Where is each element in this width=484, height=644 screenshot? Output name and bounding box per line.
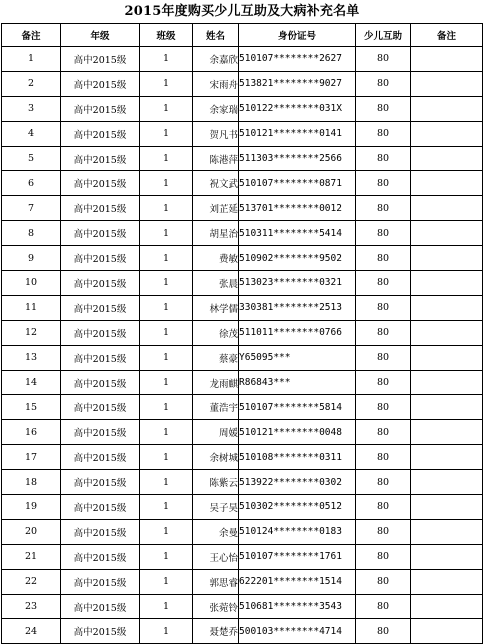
student-name-cell: 张菀铃 bbox=[193, 594, 239, 619]
id-number-cell: 510107********1761 bbox=[239, 544, 356, 569]
row-number: 21 bbox=[2, 544, 61, 569]
note-cell bbox=[411, 420, 483, 445]
row-number: 11 bbox=[2, 295, 61, 320]
amount-cell: 80 bbox=[356, 420, 411, 445]
note-cell bbox=[411, 519, 483, 544]
amount-cell: 80 bbox=[356, 345, 411, 370]
row-number: 10 bbox=[2, 271, 61, 296]
grade-cell: 高中2015级 bbox=[61, 96, 140, 121]
grade-cell: 高中2015级 bbox=[61, 345, 140, 370]
amount-cell: 80 bbox=[356, 196, 411, 221]
grade-cell: 高中2015级 bbox=[61, 271, 140, 296]
table-row bbox=[2, 96, 483, 121]
amount-cell: 80 bbox=[356, 71, 411, 96]
table-row bbox=[2, 295, 483, 320]
note-cell bbox=[411, 246, 483, 271]
student-name-cell: 宋雨舟 bbox=[193, 71, 239, 96]
table-row bbox=[2, 519, 483, 544]
grade-cell: 高中2015级 bbox=[61, 246, 140, 271]
grade-cell: 高中2015级 bbox=[61, 470, 140, 495]
note-cell bbox=[411, 619, 483, 644]
id-number-cell: 510311********5414 bbox=[239, 221, 356, 246]
table-row bbox=[2, 370, 483, 395]
student-name-cell: 蔡豪 bbox=[193, 345, 239, 370]
row-number: 1 bbox=[2, 47, 61, 72]
amount-cell: 80 bbox=[356, 47, 411, 72]
class-cell: 1 bbox=[140, 519, 193, 544]
id-number-cell: 510107********5814 bbox=[239, 395, 356, 420]
student-name-cell: 陈港萍 bbox=[193, 146, 239, 171]
row-number: 16 bbox=[2, 420, 61, 445]
note-cell bbox=[411, 370, 483, 395]
row-number: 14 bbox=[2, 370, 61, 395]
id-number-cell: 510121********0141 bbox=[239, 121, 356, 146]
id-number-cell: 510902********9502 bbox=[239, 246, 356, 271]
amount-cell: 80 bbox=[356, 370, 411, 395]
amount-cell: 80 bbox=[356, 544, 411, 569]
row-number: 24 bbox=[2, 619, 61, 644]
table-row bbox=[2, 470, 483, 495]
row-number: 18 bbox=[2, 470, 61, 495]
id-number-cell: 513701********0012 bbox=[239, 196, 356, 221]
class-cell: 1 bbox=[140, 146, 193, 171]
amount-cell: 80 bbox=[356, 271, 411, 296]
table-row bbox=[2, 420, 483, 445]
grade-cell: 高中2015级 bbox=[61, 146, 140, 171]
student-name-cell: 余家瑞 bbox=[193, 96, 239, 121]
id-number-cell: 330381********2513 bbox=[239, 295, 356, 320]
row-number: 9 bbox=[2, 246, 61, 271]
grade-cell: 高中2015级 bbox=[61, 171, 140, 196]
grade-cell: 高中2015级 bbox=[61, 594, 140, 619]
grade-cell: 高中2015级 bbox=[61, 370, 140, 395]
note-cell bbox=[411, 295, 483, 320]
note-cell bbox=[411, 495, 483, 520]
class-cell: 1 bbox=[140, 96, 193, 121]
class-cell: 1 bbox=[140, 345, 193, 370]
class-cell: 1 bbox=[140, 295, 193, 320]
student-name-cell: 余树城 bbox=[193, 445, 239, 470]
class-cell: 1 bbox=[140, 420, 193, 445]
student-name-cell: 龙雨麒 bbox=[193, 370, 239, 395]
amount-cell: 80 bbox=[356, 395, 411, 420]
class-cell: 1 bbox=[140, 47, 193, 72]
row-number: 6 bbox=[2, 171, 61, 196]
class-cell: 1 bbox=[140, 370, 193, 395]
class-cell: 1 bbox=[140, 121, 193, 146]
student-name-cell: 费敏 bbox=[193, 246, 239, 271]
column-header-amount: 少儿互助 bbox=[356, 24, 411, 47]
note-cell bbox=[411, 96, 483, 121]
id-number-cell: 500103********4714 bbox=[239, 619, 356, 644]
grade-cell: 高中2015级 bbox=[61, 495, 140, 520]
student-name-cell: 聂楚乔 bbox=[193, 619, 239, 644]
grade-cell: 高中2015级 bbox=[61, 445, 140, 470]
amount-cell: 80 bbox=[356, 594, 411, 619]
table-row bbox=[2, 47, 483, 72]
row-number: 20 bbox=[2, 519, 61, 544]
grade-cell: 高中2015级 bbox=[61, 71, 140, 96]
class-cell: 1 bbox=[140, 495, 193, 520]
id-number-cell: Y65095*** bbox=[239, 345, 356, 370]
id-number-cell: 510108********0311 bbox=[239, 445, 356, 470]
amount-cell: 80 bbox=[356, 171, 411, 196]
table-row bbox=[2, 196, 483, 221]
student-name-cell: 刘芷延 bbox=[193, 196, 239, 221]
note-cell bbox=[411, 47, 483, 72]
student-name-cell: 郭思睿 bbox=[193, 569, 239, 594]
note-cell bbox=[411, 271, 483, 296]
class-cell: 1 bbox=[140, 171, 193, 196]
id-number-cell: 510681********3543 bbox=[239, 594, 356, 619]
column-header-id-number: 身份证号 bbox=[239, 24, 356, 47]
table-row bbox=[2, 71, 483, 96]
column-header-grade: 年级 bbox=[61, 24, 140, 47]
student-name-cell: 吴子昊 bbox=[193, 495, 239, 520]
row-number: 4 bbox=[2, 121, 61, 146]
table-row bbox=[2, 495, 483, 520]
class-cell: 1 bbox=[140, 271, 193, 296]
table-row bbox=[2, 221, 483, 246]
row-number: 17 bbox=[2, 445, 61, 470]
class-cell: 1 bbox=[140, 221, 193, 246]
grade-cell: 高中2015级 bbox=[61, 196, 140, 221]
row-number: 2 bbox=[2, 71, 61, 96]
id-number-cell: 511011********0766 bbox=[239, 320, 356, 345]
note-cell bbox=[411, 544, 483, 569]
note-cell bbox=[411, 470, 483, 495]
amount-cell: 80 bbox=[356, 470, 411, 495]
id-number-cell: 510122********031X bbox=[239, 96, 356, 121]
amount-cell: 80 bbox=[356, 96, 411, 121]
id-number-cell: 510107********2627 bbox=[239, 47, 356, 72]
note-cell bbox=[411, 445, 483, 470]
student-name-cell: 陈紫云 bbox=[193, 470, 239, 495]
amount-cell: 80 bbox=[356, 246, 411, 271]
note-cell bbox=[411, 221, 483, 246]
note-cell bbox=[411, 196, 483, 221]
student-name-cell: 王心怡 bbox=[193, 544, 239, 569]
row-number: 15 bbox=[2, 395, 61, 420]
class-cell: 1 bbox=[140, 445, 193, 470]
row-number: 22 bbox=[2, 569, 61, 594]
class-cell: 1 bbox=[140, 395, 193, 420]
grade-cell: 高中2015级 bbox=[61, 295, 140, 320]
column-header-note: 备注 bbox=[411, 24, 483, 47]
table-row bbox=[2, 121, 483, 146]
amount-cell: 80 bbox=[356, 320, 411, 345]
grade-cell: 高中2015级 bbox=[61, 619, 140, 644]
grade-cell: 高中2015级 bbox=[61, 544, 140, 569]
student-name-cell: 董浩宇 bbox=[193, 395, 239, 420]
note-cell bbox=[411, 146, 483, 171]
class-cell: 1 bbox=[140, 71, 193, 96]
amount-cell: 80 bbox=[356, 445, 411, 470]
table-row bbox=[2, 246, 483, 271]
table-row bbox=[2, 271, 483, 296]
note-cell bbox=[411, 171, 483, 196]
id-number-cell: 622201********1514 bbox=[239, 569, 356, 594]
amount-cell: 80 bbox=[356, 619, 411, 644]
document-title: 2015年度购买少儿互助及大病补充名单 bbox=[124, 4, 360, 19]
column-header-class: 班级 bbox=[140, 24, 193, 47]
class-cell: 1 bbox=[140, 320, 193, 345]
class-cell: 1 bbox=[140, 619, 193, 644]
table-row bbox=[2, 395, 483, 420]
class-cell: 1 bbox=[140, 196, 193, 221]
student-name-cell: 贺凡书 bbox=[193, 121, 239, 146]
grade-cell: 高中2015级 bbox=[61, 47, 140, 72]
column-header-name: 姓名 bbox=[193, 24, 239, 47]
id-number-cell: 513922********0302 bbox=[239, 470, 356, 495]
grade-cell: 高中2015级 bbox=[61, 420, 140, 445]
student-name-cell: 余嘉欣 bbox=[193, 47, 239, 72]
row-number: 13 bbox=[2, 345, 61, 370]
amount-cell: 80 bbox=[356, 519, 411, 544]
grade-cell: 高中2015级 bbox=[61, 121, 140, 146]
id-number-cell: 510107********0871 bbox=[239, 171, 356, 196]
class-cell: 1 bbox=[140, 544, 193, 569]
table-row bbox=[2, 569, 483, 594]
amount-cell: 80 bbox=[356, 569, 411, 594]
student-name-cell: 胡星治 bbox=[193, 221, 239, 246]
grade-cell: 高中2015级 bbox=[61, 221, 140, 246]
amount-cell: 80 bbox=[356, 121, 411, 146]
grade-cell: 高中2015级 bbox=[61, 519, 140, 544]
id-number-cell: 513821********9027 bbox=[239, 71, 356, 96]
roster-table bbox=[1, 23, 483, 644]
table-row bbox=[2, 345, 483, 370]
student-name-cell: 余曼 bbox=[193, 519, 239, 544]
class-cell: 1 bbox=[140, 594, 193, 619]
grade-cell: 高中2015级 bbox=[61, 569, 140, 594]
grade-cell: 高中2015级 bbox=[61, 320, 140, 345]
table-row bbox=[2, 594, 483, 619]
note-cell bbox=[411, 320, 483, 345]
amount-cell: 80 bbox=[356, 146, 411, 171]
row-number: 5 bbox=[2, 146, 61, 171]
student-name-cell: 张晨 bbox=[193, 271, 239, 296]
id-number-cell: 510124********0183 bbox=[239, 519, 356, 544]
amount-cell: 80 bbox=[356, 221, 411, 246]
student-name-cell: 林学儒 bbox=[193, 295, 239, 320]
note-cell bbox=[411, 569, 483, 594]
class-cell: 1 bbox=[140, 569, 193, 594]
note-cell bbox=[411, 71, 483, 96]
row-number: 12 bbox=[2, 320, 61, 345]
id-number-cell: 511303********2566 bbox=[239, 146, 356, 171]
table-row bbox=[2, 544, 483, 569]
id-number-cell: R86843*** bbox=[239, 370, 356, 395]
note-cell bbox=[411, 395, 483, 420]
grade-cell: 高中2015级 bbox=[61, 395, 140, 420]
student-name-cell: 周媛 bbox=[193, 420, 239, 445]
id-number-cell: 510121********0048 bbox=[239, 420, 356, 445]
row-number: 7 bbox=[2, 196, 61, 221]
row-number: 23 bbox=[2, 594, 61, 619]
note-cell bbox=[411, 121, 483, 146]
student-name-cell: 徐茂 bbox=[193, 320, 239, 345]
row-number: 19 bbox=[2, 495, 61, 520]
table-row bbox=[2, 320, 483, 345]
row-number: 8 bbox=[2, 221, 61, 246]
amount-cell: 80 bbox=[356, 495, 411, 520]
column-header-remark: 备注 bbox=[2, 24, 61, 47]
table-row bbox=[2, 445, 483, 470]
row-number: 3 bbox=[2, 96, 61, 121]
note-cell bbox=[411, 345, 483, 370]
table-row bbox=[2, 171, 483, 196]
table-row bbox=[2, 146, 483, 171]
class-cell: 1 bbox=[140, 246, 193, 271]
student-name-cell: 祝文武 bbox=[193, 171, 239, 196]
table-row bbox=[2, 619, 483, 644]
id-number-cell: 510302********0512 bbox=[239, 495, 356, 520]
header-row bbox=[2, 24, 483, 47]
class-cell: 1 bbox=[140, 470, 193, 495]
table-body bbox=[2, 47, 483, 644]
id-number-cell: 513023********0321 bbox=[239, 271, 356, 296]
note-cell bbox=[411, 594, 483, 619]
amount-cell: 80 bbox=[356, 295, 411, 320]
